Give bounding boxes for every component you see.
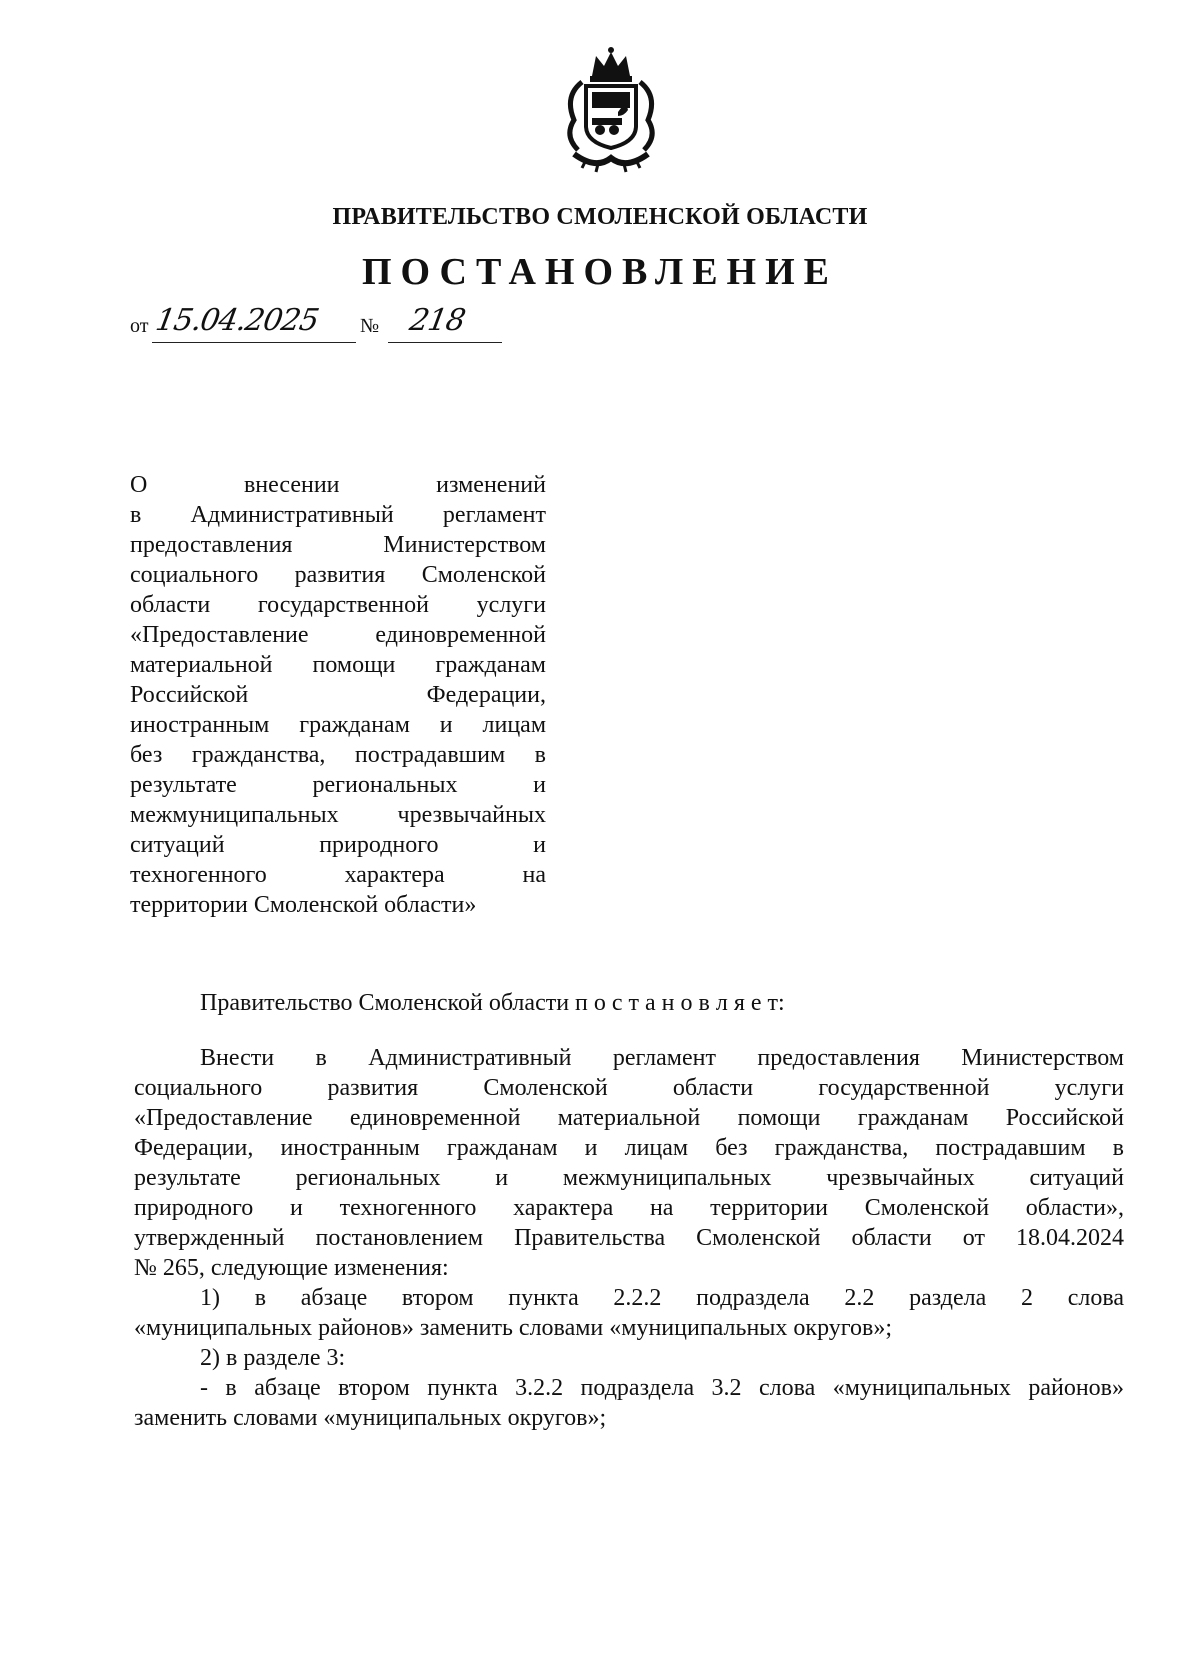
subject-line: без гражданства, пострадавшим в — [130, 742, 546, 768]
from-label: от — [130, 315, 149, 337]
body-line: природного и техногенного характера на территории Смоленской области», — [134, 1195, 1124, 1221]
body-line: социального развития Смоленской области государственной услуги — [134, 1075, 1124, 1101]
subject-line: результате региональных и — [130, 772, 546, 798]
body-line: № 265, следующие изменения: — [134, 1255, 449, 1281]
body-line: Федерации, иностранным гражданам и лицам без гражданства, пострадавшим в — [134, 1135, 1124, 1161]
subject-line: «Предоставление единовременной — [130, 622, 546, 648]
subject-line: иностранным гражданам и лицам — [130, 712, 546, 738]
body-line: «Предоставление единовременной материальной помощи гражданам Российской — [134, 1105, 1124, 1131]
decree-statement: Правительство Смоленской области п о с т а н о в л я е т: — [200, 990, 785, 1016]
subject-line: ситуаций природного и — [130, 832, 546, 858]
body-line: утвержденный постановлением Правительства Смоленской области от 18.04.2024 — [134, 1225, 1124, 1251]
subject-line: области государственной услуги — [130, 592, 546, 618]
subject-line: предоставления Министерством — [130, 532, 546, 558]
coat-of-arms-icon — [556, 46, 666, 174]
subject-line: межмуниципальных чрезвычайных — [130, 802, 546, 828]
subject-line: О внесении изменений — [130, 472, 546, 498]
body-line: «муниципальных районов» заменить словами «муниципальных округов»; — [134, 1315, 893, 1341]
subject-line: материальной помощи гражданам — [130, 652, 546, 678]
subject-block — [130, 470, 546, 920]
number-underline — [388, 342, 502, 343]
government-name: ПРАВИТЕЛЬСТВО СМОЛЕНСКОЙ ОБЛАСТИ — [332, 204, 868, 230]
document-type-title: ПОСТАНОВЛЕНИЕ — [361, 251, 839, 293]
body-line: результате региональных и межмуниципальных чрезвычайных ситуаций — [134, 1165, 1124, 1191]
body-line: - в абзаце втором пункта 3.2.2 подраздела 3.2 слова «муниципальных районов» — [200, 1375, 1124, 1401]
body-text — [134, 1043, 1124, 1433]
handwritten-number: 218 — [406, 303, 468, 338]
handwritten-date: 15.04.2025 — [152, 303, 321, 338]
date-underline — [152, 342, 356, 343]
subject-line: социального развития Смоленской — [130, 562, 546, 588]
subject-line: в Административный регламент — [130, 502, 546, 528]
number-label: № — [360, 315, 380, 337]
body-line: заменить словами «муниципальных округов»; — [134, 1405, 607, 1431]
body-line: 1) в абзаце втором пункта 2.2.2 подраздела 2.2 раздела 2 слова — [200, 1285, 1124, 1311]
body-line: 2) в разделе 3: — [200, 1345, 346, 1371]
body-line: Внести в Административный регламент предоставления Министерством — [200, 1045, 1124, 1071]
subject-line: территории Смоленской области» — [130, 892, 477, 918]
subject-line: Российской Федерации, — [130, 682, 546, 708]
subject-line: техногенного характера на — [130, 862, 546, 888]
